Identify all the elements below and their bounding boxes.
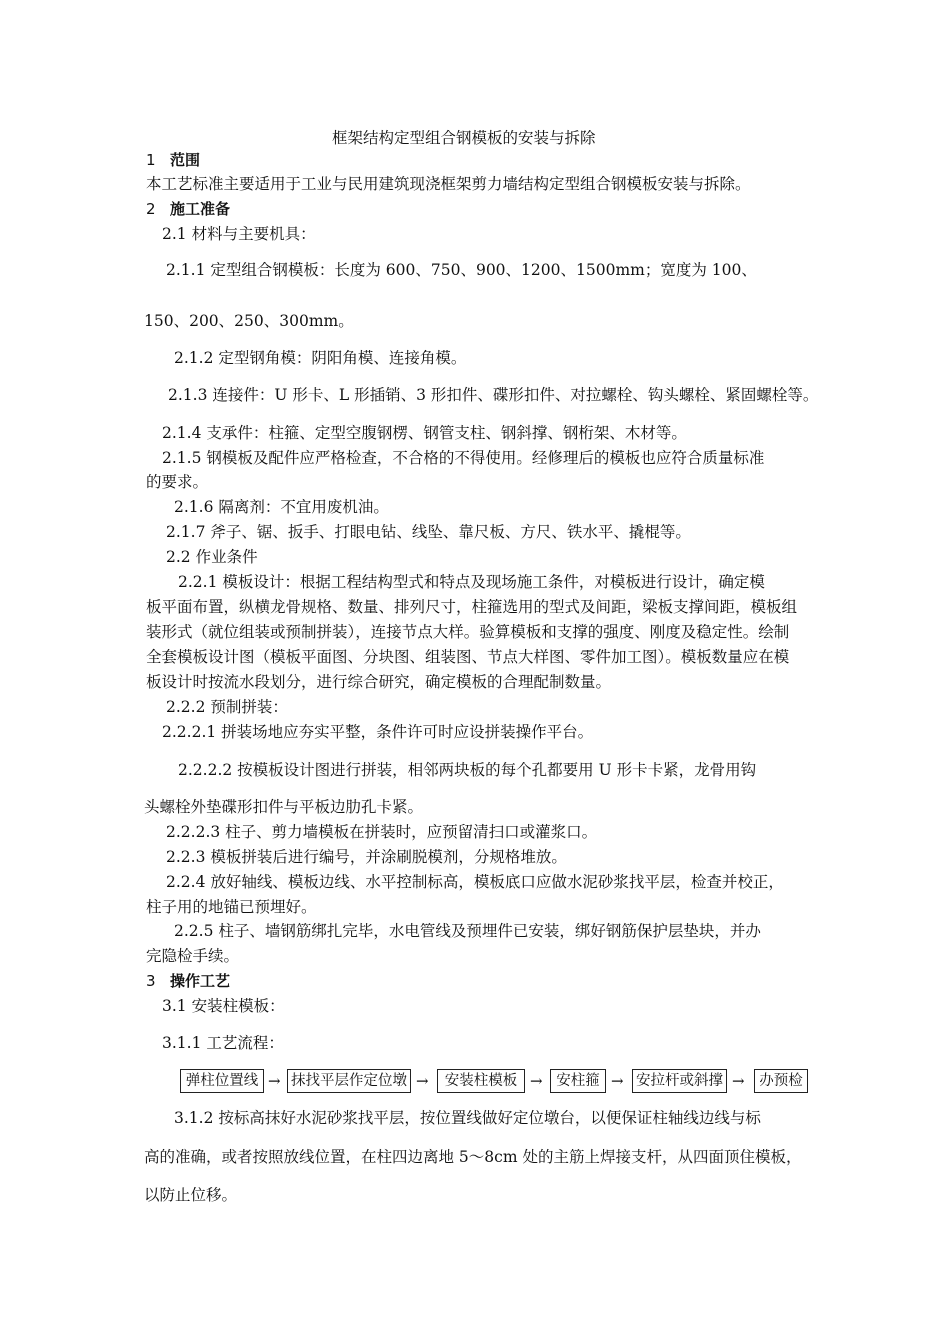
process-flowchart xyxy=(180,1069,810,1095)
paragraph-scope: 本工艺标准主要适用于工业与民用建筑现浇框架剪力墙结构定型组合钢模板安装与拆除。 xyxy=(146,175,751,193)
item-3-1-2-cont: 以防止位移。 xyxy=(144,1186,238,1204)
section-number: 3 xyxy=(146,972,156,990)
arrow-right-icon: → xyxy=(416,1072,429,1090)
flow-step-1: 弹柱位置线 xyxy=(180,1069,264,1093)
flow-step-5: 安拉杆或斜撑 xyxy=(632,1069,727,1093)
item-3-1-2-cont: 高的准确，或者按照放线位置，在柱四边离地 5～8cm 处的主筋上焊接支杆，从四面顶住模板， xyxy=(144,1148,802,1166)
item-2-2: 2.2 作业条件 xyxy=(166,548,258,566)
arrow-right-icon: → xyxy=(611,1072,624,1090)
item-2-2-3: 2.2.3 模板拼装后进行编号，并涂刷脱模剂，分规格堆放。 xyxy=(166,848,567,866)
section-title: 范围 xyxy=(170,151,201,169)
arrow-right-icon: → xyxy=(530,1072,543,1090)
item-2-2-2-3: 2.2.2.3 柱子、剪力墙模板在拼装时，应预留清扫口或灌浆口。 xyxy=(166,823,598,841)
item-2-1-4: 2.1.4 支承件：柱箍、定型空腹钢楞、钢管支柱、钢斜撑、钢桁架、木材等。 xyxy=(162,424,687,442)
item-2-2-5-cont: 完隐检手续。 xyxy=(146,947,240,965)
arrow-right-icon: → xyxy=(732,1072,745,1090)
item-2-1-3: 2.1.3 连接件：U 形卡、L 形插销、3 形扣件、碟形扣件、对拉螺栓、钩头螺栓、紧固螺栓等。 xyxy=(168,386,819,404)
item-2-2-1-cont: 板设计时按流水段划分，进行综合研究，确定模板的合理配制数量。 xyxy=(146,673,612,691)
item-2-2-1-cont: 装形式（就位组装或预制拼装），连接节点大样。验算模板和支撑的强度、刚度及稳定性。绘制 xyxy=(146,623,790,641)
item-2-2-1: 2.2.1 模板设计：根据工程结构型式和特点及现场施工条件，对模板进行设计，确定模 xyxy=(178,573,765,591)
item-3-1: 3.1 安装柱模板： xyxy=(162,997,285,1015)
item-2-1-5-cont: 的要求。 xyxy=(146,473,209,491)
item-2-2-2: 2.2.2 预制拼装： xyxy=(166,698,288,716)
item-2-2-2-2-cont: 头螺栓外垫碟形扣件与平板边肋孔卡紧。 xyxy=(144,798,424,816)
item-2-2-2-1: 2.2.2.1 拼装场地应夯实平整，条件许可时应设拼装操作平台。 xyxy=(162,723,594,741)
flow-step-3: 安装柱模板 xyxy=(437,1069,525,1093)
item-2-1-2: 2.1.2 定型钢角模：阴阳角模、连接角模。 xyxy=(174,349,467,367)
item-2-2-5: 2.2.5 柱子、墙钢筋绑扎完毕，水电管线及预埋件已安装，绑好钢筋保护层垫块，并办 xyxy=(174,922,761,940)
item-2-1-1: 2.1.1 定型组合钢模板：长度为 600、750、900、1200、1500mm；宽度为 100、 xyxy=(166,261,757,279)
section-3-heading xyxy=(146,971,230,991)
item-2-1: 2.1 材料与主要机具： xyxy=(162,225,316,243)
flow-step-4: 安柱箍 xyxy=(550,1069,606,1093)
item-2-1-5: 2.1.5 钢模板及配件应严格检查，不合格的不得使用。经修理后的模板也应符合质量标准 xyxy=(162,449,765,467)
flow-step-2: 抹找平层作定位墩 xyxy=(287,1069,411,1093)
item-2-1-1-cont: 150、200、250、300mm。 xyxy=(144,312,354,330)
section-number: 2 xyxy=(146,200,156,218)
item-2-2-1-cont: 板平面布置，纵横龙骨规格、数量、排列尺寸，柱箍选用的型式及间距，梁板支撑间距，模板组 xyxy=(146,598,798,616)
item-2-1-7: 2.1.7 斧子、锯、扳手、打眼电钻、线坠、靠尺板、方尺、铁水平、撬棍等。 xyxy=(166,523,691,541)
item-2-2-2-2: 2.2.2.2 按模板设计图进行拼装，相邻两块板的每个孔都要用 U 形卡卡紧，龙骨用钩 xyxy=(178,761,757,779)
item-2-2-1-cont: 全套模板设计图（模板平面图、分块图、组装图、节点大样图、零件加工图）。模板数量应在模 xyxy=(146,648,790,666)
item-2-2-4: 2.2.4 放好轴线、模板边线、水平控制标高，模板底口应做水泥砂浆找平层，检查并校正， xyxy=(166,873,784,891)
section-title: 施工准备 xyxy=(170,200,231,218)
item-3-1-1: 3.1.1 工艺流程： xyxy=(162,1034,284,1052)
doc-title: 框架结构定型组合钢模板的安装与拆除 xyxy=(332,129,596,147)
item-2-1-6: 2.1.6 隔离剂：不宜用废机油。 xyxy=(174,498,389,516)
arrow-right-icon: → xyxy=(268,1072,281,1090)
section-title: 操作工艺 xyxy=(170,972,231,990)
flow-step-6: 办预检 xyxy=(754,1069,808,1093)
section-2-heading xyxy=(146,199,230,219)
section-1-heading xyxy=(146,150,200,170)
item-2-2-4-cont: 柱子用的地锚已预埋好。 xyxy=(146,898,317,916)
item-3-1-2: 3.1.2 按标高抹好水泥砂浆找平层，按位置线做好定位墩台，以便保证柱轴线边线与标 xyxy=(174,1109,761,1127)
section-number: 1 xyxy=(146,151,156,169)
